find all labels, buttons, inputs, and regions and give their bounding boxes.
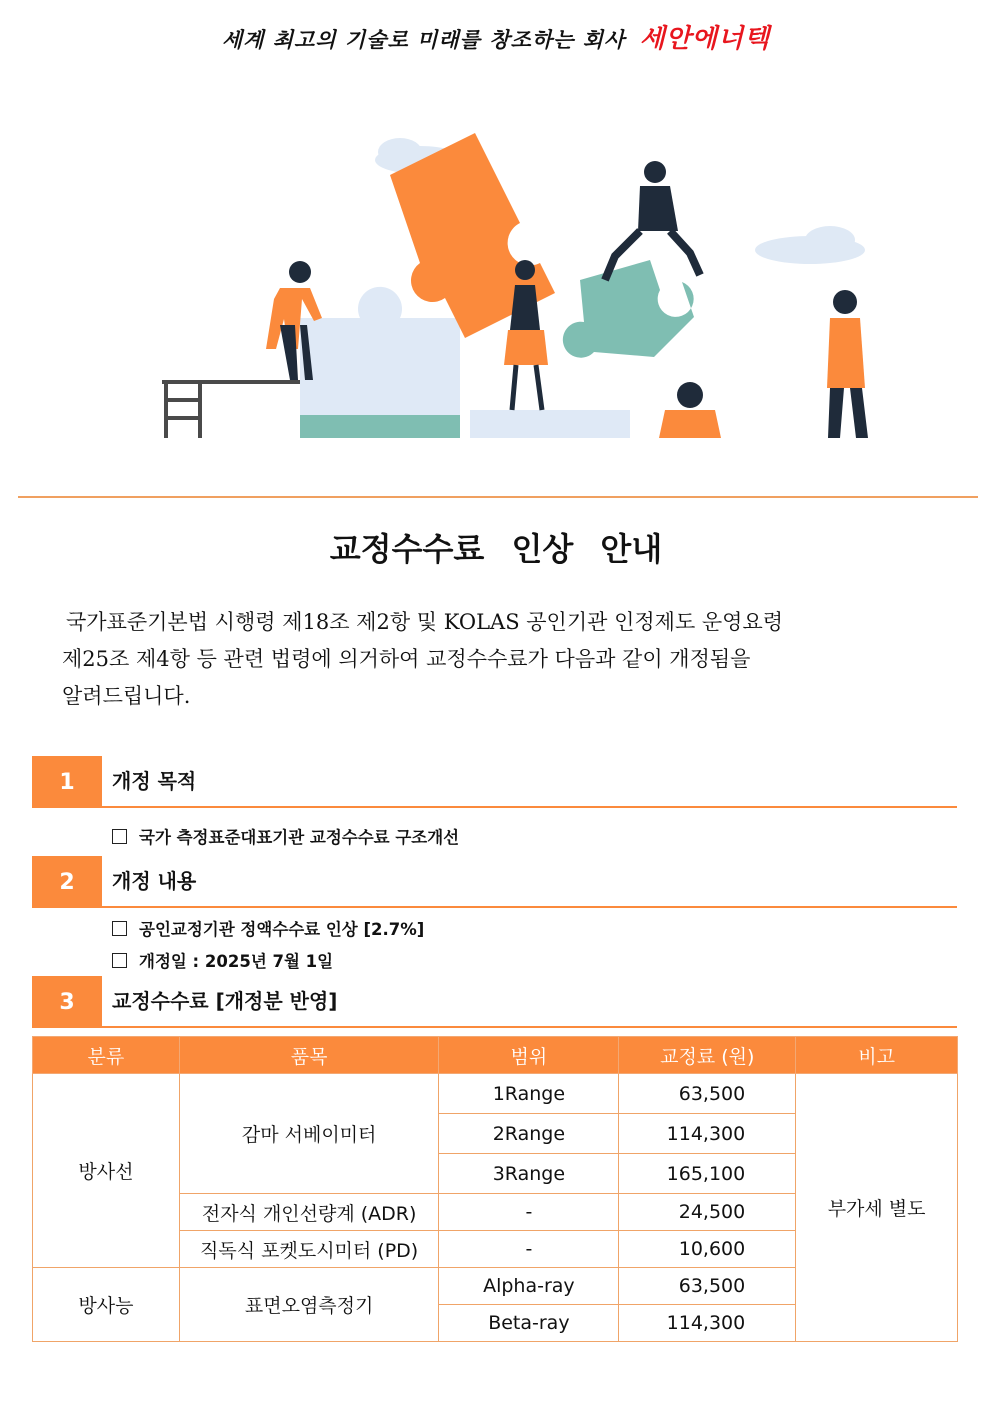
item-text: 개정일 : 2025년 7월 1일: [139, 952, 334, 971]
section-1-item: [112, 824, 459, 848]
fee-cell: 63,500: [619, 1268, 796, 1305]
section-1-header: [32, 756, 957, 808]
col-header-category: 분류: [33, 1037, 180, 1074]
col-header-item: 품목: [179, 1037, 439, 1074]
fee-cell: 63,500: [619, 1074, 796, 1114]
table-header-row: [33, 1037, 958, 1074]
note-cell: 부가세 별도: [796, 1074, 958, 1342]
company-tagline: [0, 18, 992, 55]
intro-line-2: 제25조 제4항 등 관련 법령에 의거하여 교정수수료가 다음과 같이 개정됨을: [62, 647, 751, 671]
range-cell: -: [439, 1231, 619, 1268]
section-number: 1: [32, 756, 102, 808]
intro-paragraph: [62, 604, 902, 715]
col-header-note: 비고: [796, 1037, 958, 1074]
item-text: 공인교정기관 정액수수료 인상 [2.7%]: [139, 920, 425, 939]
range-cell: 3Range: [439, 1154, 619, 1194]
range-cell: Beta-ray: [439, 1305, 619, 1342]
puzzle-teamwork-illustration: [150, 120, 880, 450]
section-number: 2: [32, 856, 102, 908]
intro-line-1: 국가표준기본법 시행령 제18조 제2항 및 KOLAS 공인기관 인정제도 운영요령: [66, 610, 784, 634]
category-cell: 방사선: [33, 1074, 180, 1268]
section-3-header: [32, 976, 957, 1028]
calibration-fee-table: [32, 1036, 958, 1342]
section-underline: [32, 906, 957, 908]
range-cell: 2Range: [439, 1114, 619, 1154]
intro-line-3: 알려드립니다.: [62, 684, 191, 708]
checkbox-icon: [112, 921, 127, 936]
fee-cell: 10,600: [619, 1231, 796, 1268]
checkbox-icon: [112, 953, 127, 968]
fee-cell: 24,500: [619, 1194, 796, 1231]
section-2-item-2: [112, 948, 333, 972]
item-text: 국가 측정표준대표기관 교정수수료 구조개선: [139, 828, 460, 847]
range-cell: Alpha-ray: [439, 1268, 619, 1305]
category-cell: 방사능: [33, 1268, 180, 1342]
item-cell: 전자식 개인선량계 (ADR): [179, 1194, 439, 1231]
range-cell: -: [439, 1194, 619, 1231]
fee-cell: 114,300: [619, 1305, 796, 1342]
brand-name: 세안에너텍: [639, 24, 771, 54]
section-label: 개정 내용: [112, 869, 197, 893]
col-header-fee: 교정료 (원): [619, 1037, 796, 1074]
tagline-text: 세계 최고의 기술로 미래를 창조하는 회사: [221, 28, 626, 52]
range-cell: 1Range: [439, 1074, 619, 1114]
item-cell: 표면오염측정기: [179, 1268, 439, 1342]
col-header-range: 범위: [439, 1037, 619, 1074]
item-cell: 직독식 포켓도시미터 (PD): [179, 1231, 439, 1268]
section-number: 3: [32, 976, 102, 1028]
section-underline: [32, 806, 957, 808]
table-row: [33, 1074, 958, 1114]
section-label: 개정 목적: [112, 769, 197, 793]
section-2-header: [32, 856, 957, 908]
fee-cell: 114,300: [619, 1114, 796, 1154]
checkbox-icon: [112, 829, 127, 844]
item-cell: 감마 서베이미터: [179, 1074, 439, 1194]
header-divider: [18, 496, 978, 498]
section-underline: [32, 1026, 957, 1028]
section-label: 교정수수료 [개정분 반영]: [112, 989, 338, 1013]
page-title: 교정수수료 인상 안내: [329, 530, 663, 568]
section-2-item-1: [112, 916, 424, 940]
fee-cell: 165,100: [619, 1154, 796, 1194]
